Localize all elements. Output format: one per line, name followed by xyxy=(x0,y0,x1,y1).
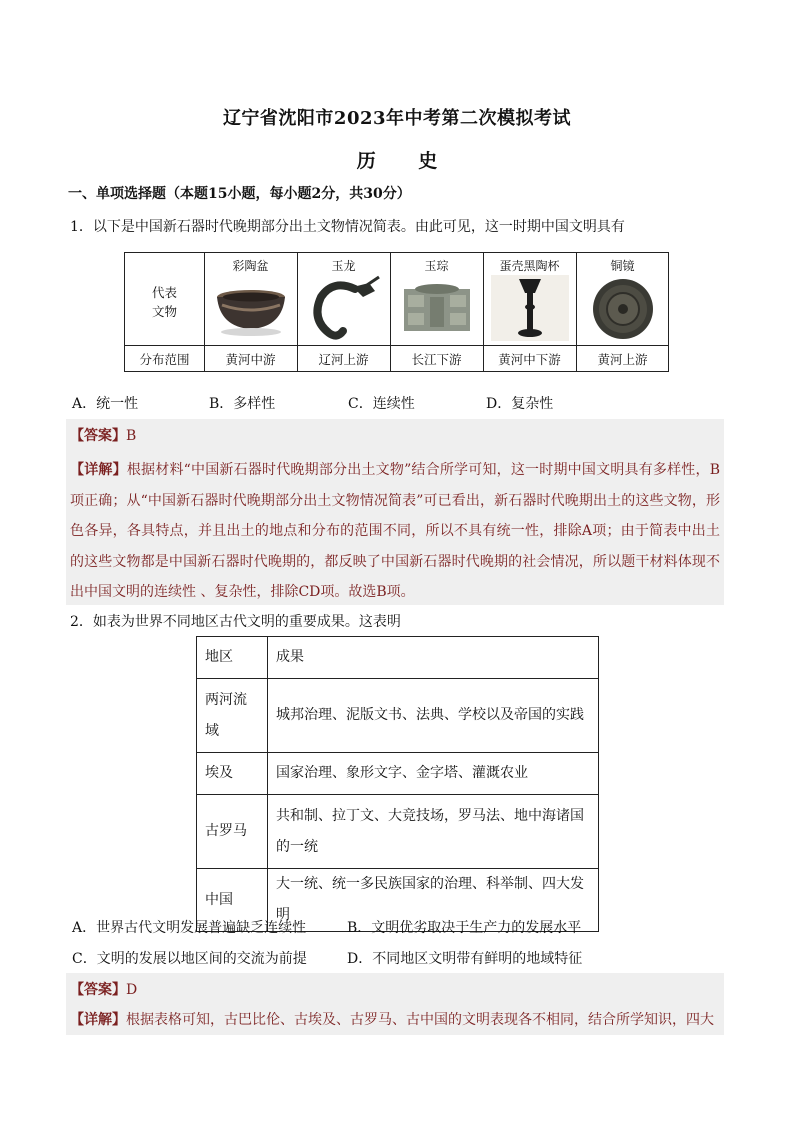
artifact-column xyxy=(483,253,576,373)
artifact-location: 黄河中下游 xyxy=(498,352,561,367)
artifact-name: 玉龙 xyxy=(331,259,356,273)
question-2-answer-block xyxy=(66,973,724,1035)
answer-tag: 【答案】 xyxy=(70,982,126,998)
painted-pottery-basin-image xyxy=(210,275,292,341)
civilization-table xyxy=(196,636,599,932)
option-a[interactable]: A．世界古代文明发展普遍缺乏连续性 xyxy=(72,920,307,936)
answer-line xyxy=(70,425,136,445)
row-label-distribution: 分布范围 xyxy=(139,352,190,367)
jade-cong-image xyxy=(396,275,478,341)
table-row xyxy=(197,753,599,795)
achievement-cell: 城邦治理、泥版文书、法典、学校以及帝国的实践 xyxy=(268,679,599,753)
table-row xyxy=(197,679,599,753)
option-c[interactable]: C．文明的发展以地区间的交流为前提 xyxy=(72,951,307,967)
option-b[interactable]: B．文明优劣取决于生产力的发展水平 xyxy=(347,920,582,936)
region-cell: 中国 xyxy=(197,869,268,932)
achievement-cell: 大一统、统一多民族国家的治理、科举制、四大发明 xyxy=(268,869,599,932)
option-b[interactable]: B．多样性 xyxy=(209,396,276,412)
subject-title: 历 史 xyxy=(356,150,456,172)
artifact-column xyxy=(576,253,669,373)
artifact-name: 铜镜 xyxy=(610,259,635,273)
detail-tag: 【详解】 xyxy=(70,1012,126,1028)
bronze-mirror-image xyxy=(582,275,664,341)
answer-value: B xyxy=(126,428,137,444)
region-cell: 埃及 xyxy=(197,753,268,795)
artifact-location: 辽河上游 xyxy=(318,352,369,367)
table-header-row xyxy=(197,637,599,679)
artifact-table xyxy=(124,252,669,372)
option-d[interactable]: D．不同地区文明带有鲜明的地域特征 xyxy=(347,951,583,967)
option-d[interactable]: D．复杂性 xyxy=(486,396,554,412)
section-heading: 一、单项选择题（本题15小题，每小题2分，共30分） xyxy=(68,186,411,202)
answer-line xyxy=(70,979,137,999)
answer-value: D xyxy=(126,982,138,998)
region-cell: 古罗马 xyxy=(197,795,268,869)
document-title: 辽宁省沈阳市2023年中考第二次模拟考试 xyxy=(222,108,572,129)
region-cell: 两河流域 xyxy=(197,679,268,753)
column-header: 地区 xyxy=(197,637,268,679)
column-header: 成果 xyxy=(268,637,599,679)
detail-body: 根据表格可知，古巴比伦、古埃及、古罗马、古中国的文明表现各不相同，结合所学知识，四大 xyxy=(126,1012,714,1028)
artifact-location: 黄河中游 xyxy=(225,352,276,367)
artifact-column xyxy=(204,253,297,373)
detail-body: 根据材料“中国新石器时代晚期部分出土文物”结合所学可知，这一时期中国文明具有多样性，B项正确；从“中国新石器时代晚期部分出土文物情况简表”可已看出，新石器时代晚期出土的这些文物，形色各异，各具特点，并且出土的地点和分布的范围不同，所以不具有统一性，排除A项；由于简表中出土的这些文物都是中国新石器时代晚期的，都反映了中国新石器时代晚期的社会情况，所以题干材料体现不出中国文明的连续性 、复杂性，排除CD项。故选B项。 xyxy=(70,462,721,600)
option-a[interactable]: A．统一性 xyxy=(72,396,139,412)
question-2-stem: 2．如表为世界不同地区古代文明的重要成果。这表明 xyxy=(70,614,401,630)
artifact-column xyxy=(297,253,390,373)
artifact-name: 蛋壳黑陶杯 xyxy=(499,259,560,273)
artifact-name: 玉琮 xyxy=(424,259,449,273)
achievement-cell: 国家治理、象形文字、金字塔、灌溉农业 xyxy=(268,753,599,795)
row-label-artifacts: 代表 文物 xyxy=(151,285,177,319)
artifact-location: 长江下游 xyxy=(411,352,462,367)
option-c[interactable]: C．连续性 xyxy=(348,396,415,412)
achievement-cell: 共和制、拉丁文、大竞技场，罗马法、地中海诸国的一统 xyxy=(268,795,599,869)
eggshell-black-pottery-cup-image xyxy=(489,275,571,341)
question-1-stem: 1．以下是中国新石器时代晚期部分出土文物情况简表。由此可见，这一时期中国文明具有 xyxy=(70,219,625,235)
explanation-text xyxy=(70,455,720,608)
jade-dragon-image xyxy=(303,275,385,341)
answer-tag: 【答案】 xyxy=(70,428,126,444)
detail-tag: 【详解】 xyxy=(70,462,127,478)
table-row xyxy=(197,795,599,869)
artifact-name: 彩陶盆 xyxy=(232,259,269,273)
artifact-location: 黄河上游 xyxy=(597,352,648,367)
artifact-column xyxy=(390,253,483,373)
explanation-text xyxy=(70,1009,720,1029)
question-1-answer-block xyxy=(66,419,724,605)
